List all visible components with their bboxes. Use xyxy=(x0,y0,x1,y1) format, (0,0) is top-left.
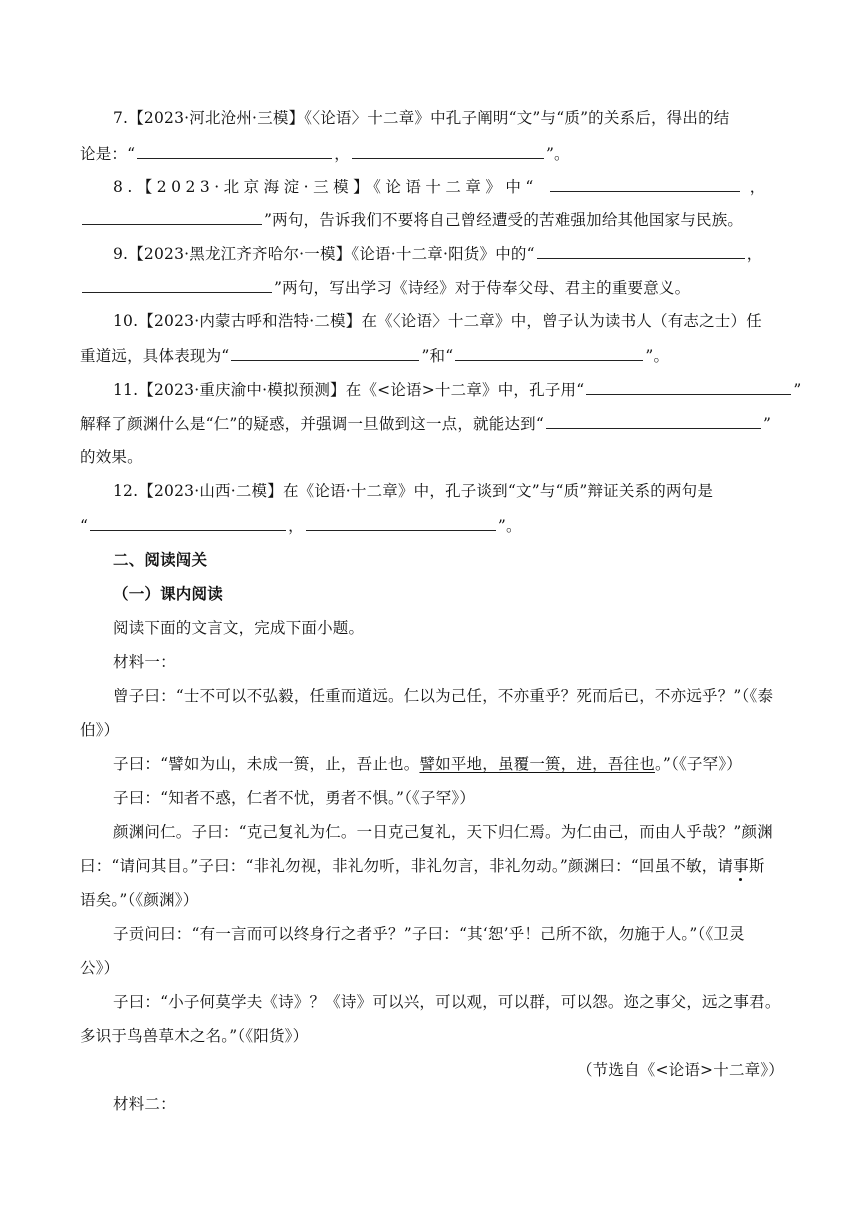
answer-blank[interactable] xyxy=(352,143,544,159)
source-note: （节选自《<论语>十二章》） xyxy=(576,1061,784,1079)
question-12-line-1: 12.【2023·山西·二模】在《论语·十二章》中，孔子谈到“文”与“质”辩证关系的两句是 xyxy=(113,482,714,500)
answer-blank[interactable] xyxy=(82,209,262,225)
passage-1-line-1: 曾子曰：“士不可以不弘毅，任重而道远。仁以为己任，不亦重乎？死而后已，不亦远乎？”（《泰 xyxy=(113,687,774,705)
question-10-line-1: 10.【2023·内蒙古呼和浩特·二模】在《〈论语〉十二章》中，曾子认为读书人（有志之士）任 xyxy=(113,312,762,330)
instruction-text: 阅读下面的文言文，完成下面小题。 xyxy=(113,619,365,637)
passage-5-line-2: 公》） xyxy=(80,959,120,977)
question-11-line-3: 的效果。 xyxy=(80,448,143,466)
question-11-line-2: 解释了颜渊什么是“仁”的疑惑，并强调一旦做到这一点，就能达到“ ” xyxy=(80,415,772,433)
passage-6-line-1: 子曰：“小子何莫学夫《诗》？《诗》可以兴，可以观，可以群，可以怨。迩之事父，远之事君。 xyxy=(113,993,781,1011)
passage-5-line-1: 子贡问曰：“有一言而可以终身行之者乎？”子曰：“其‘恕’乎！己所不欲，勿施于人。”（《卫灵 xyxy=(113,925,745,943)
emphasis-dot-char: 事 xyxy=(733,857,749,875)
material-one-label: 材料一： xyxy=(113,653,176,671)
passage-4-line-3: 语矣。”（《颜渊》） xyxy=(80,891,199,909)
passage-3: 子曰：“知者不惑，仁者不忧，勇者不惧。”（《子罕》） xyxy=(113,789,476,807)
question-9-line-2: ”两句，写出学习《诗经》对于侍奉父母、君主的重要意义。 xyxy=(80,277,789,297)
question-10-line-2: 重道远，具体表现为“ ”和“ ”。 xyxy=(80,347,670,365)
passage-4-line-1: 颜渊问仁。子曰：“克己复礼为仁。一日克己复礼，天下归仁焉。为仁由己，而由人乎哉？”颜渊 xyxy=(113,823,773,841)
answer-blank[interactable] xyxy=(90,515,286,531)
passage-2: 子曰：“譬如为山，未成一篑，止，吾止也。譬如平地，虽覆一篑，进，吾往也。”（《子罕》） xyxy=(113,755,742,773)
passage-1-line-2: 伯》） xyxy=(80,721,120,739)
answer-blank[interactable] xyxy=(550,176,740,192)
question-12-line-2: “ ， ”。 xyxy=(80,517,522,535)
answer-blank[interactable] xyxy=(546,413,761,429)
answer-blank[interactable] xyxy=(137,143,332,159)
answer-blank[interactable] xyxy=(586,379,791,395)
answer-blank[interactable] xyxy=(231,345,419,361)
question-7-line-2: 论是：“ ， ”。 xyxy=(80,145,570,163)
question-8-line-2: ”两句，告诉我们不要将自己曾经遭受的苦难强加给其他国家与民族。 xyxy=(80,209,789,229)
subsection-heading: （一）课内阅读 xyxy=(113,584,223,603)
underlined-sentence: 譬如平地，虽覆一篑，进，吾往也 xyxy=(419,755,655,773)
passage-6-line-2: 多识于鸟兽草木之名。”（《阳货》） xyxy=(80,1027,309,1045)
answer-blank[interactable] xyxy=(306,515,496,531)
question-11-line-1: 11.【2023·重庆渝中·模拟预测】在《<论语>十二章》中，孔子用“ ” xyxy=(113,381,802,399)
answer-blank[interactable] xyxy=(537,243,745,259)
material-two-label: 材料二： xyxy=(113,1095,176,1113)
question-8-line-1: 8.【2023·北京海淀·三模】《论语十二章》中“ ， xyxy=(113,178,766,196)
section-heading: 二、阅读闯关 xyxy=(113,550,208,569)
answer-blank[interactable] xyxy=(455,345,643,361)
answer-blank[interactable] xyxy=(82,277,272,293)
question-9-line-1: 9.【2023·黑龙江齐齐哈尔·一模】《论语·十二章·阳货》中的“ ， xyxy=(113,245,763,263)
question-7-line-1: 7.【2023·河北沧州·三模】《〈论语〉十二章》中孔子阐明“文”与“质”的关系后，得出的结 xyxy=(113,109,730,127)
passage-4-line-2: 曰：“请问其目。”子曰：“非礼勿视，非礼勿听，非礼勿言，非礼勿动。”颜渊曰：“回虽不敏，请事斯 xyxy=(80,857,765,875)
